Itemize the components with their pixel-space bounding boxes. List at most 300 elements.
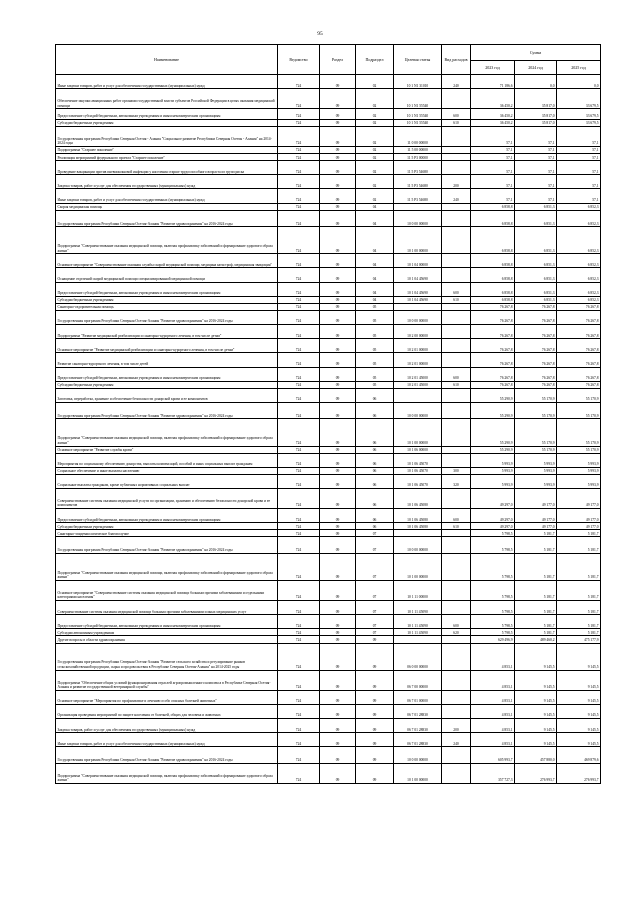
cell-a: 357 727,3 <box>471 763 515 783</box>
cell-p: 02 <box>356 146 394 153</box>
cell-b: 35 817,0 <box>515 109 557 120</box>
cell-a: 5 993,9 <box>471 467 515 474</box>
cell-v: 724 <box>278 154 320 161</box>
cell-b: 0,0 <box>515 75 557 89</box>
table-row <box>56 325 601 339</box>
table-row <box>56 388 601 402</box>
cell-cs: 10 2 01 45000 <box>394 367 442 381</box>
cell-vr <box>442 419 471 446</box>
cell-c: 33 679,5 <box>557 89 601 109</box>
cell-cs <box>394 303 442 310</box>
cell-p: 04 <box>356 282 394 296</box>
table-row <box>56 733 601 747</box>
cell-vr: 200 <box>442 175 471 189</box>
cell-p: 04 <box>356 268 394 282</box>
cell-cs: 10 1 04 45690 <box>394 268 442 282</box>
cell-a: 76 267,8 <box>471 353 515 367</box>
cell-r: 09 <box>320 210 356 227</box>
cell-name: Организация проведения мероприятий по защите населения от болезней, общих для человека и животных <box>56 704 278 718</box>
cell-p: 05 <box>356 339 394 353</box>
cell-v: 724 <box>278 643 320 670</box>
cell-v: 724 <box>278 509 320 523</box>
cell-a: 71 186,6 <box>471 75 515 89</box>
cell-c: 5 181,7 <box>557 553 601 580</box>
cell-r: 09 <box>320 154 356 161</box>
cell-c: 57,1 <box>557 154 601 161</box>
cell-p: 07 <box>356 615 394 629</box>
cell-r: 09 <box>320 303 356 310</box>
cell-v: 724 <box>278 763 320 783</box>
cell-b: 76 267,8 <box>515 339 557 353</box>
cell-p: 09 <box>356 704 394 718</box>
cell-a: 76 267,8 <box>471 381 515 388</box>
cell-name: Совершенствование системы оказания медицинской услуги по организации, хранению и обеспечению безопасности донорской крови и ее компонентов <box>56 489 278 509</box>
cell-p: 05 <box>356 303 394 310</box>
cell-a: 6 858,8 <box>471 203 515 210</box>
cell-b: 5 181,7 <box>515 629 557 636</box>
cell-r: 09 <box>320 146 356 153</box>
table-row <box>56 446 601 453</box>
cell-vr: 610 <box>442 381 471 388</box>
cell-b: 9 145,5 <box>515 733 557 747</box>
cell-a: 57,1 <box>471 189 515 203</box>
table-row <box>56 489 601 509</box>
cell-r: 09 <box>320 629 356 636</box>
cell-cs: 10 1 00 00000 <box>394 553 442 580</box>
cell-vr <box>442 704 471 718</box>
cell-vr <box>442 643 471 670</box>
cell-v: 724 <box>278 353 320 367</box>
cell-b: 76 267,8 <box>515 367 557 381</box>
cell-vr <box>442 446 471 453</box>
cell-b: 276 993,7 <box>515 763 557 783</box>
cell-p: 05 <box>356 325 394 339</box>
cell-c: 5 181,7 <box>557 581 601 601</box>
cell-b: 57,1 <box>515 154 557 161</box>
cell-c: 76 267,8 <box>557 310 601 324</box>
table-row <box>56 553 601 580</box>
cell-a: 55 290,9 <box>471 388 515 402</box>
cell-name: Подпрограмма "Развитие медицинской реабилитации и санаторно-курортного лечения, в том числе детям" <box>56 325 278 339</box>
cell-r: 09 <box>320 89 356 109</box>
cell-cs: 10 1 04 00000 <box>394 254 442 268</box>
cell-c: 6 852,3 <box>557 227 601 254</box>
cell-v: 724 <box>278 601 320 615</box>
cell-c: 6 852,3 <box>557 254 601 268</box>
cell-r: 09 <box>320 636 356 643</box>
table-row <box>56 530 601 537</box>
cell-c: 49 177,0 <box>557 489 601 509</box>
cell-cs: 11 0 00 00000 <box>394 126 442 146</box>
cell-a: 57,1 <box>471 154 515 161</box>
cell-v: 724 <box>278 747 320 764</box>
table-row <box>56 75 601 89</box>
cell-b: 6 851,3 <box>515 203 557 210</box>
cell-r: 09 <box>320 268 356 282</box>
cell-v: 724 <box>278 75 320 89</box>
cell-c: 76 267,8 <box>557 367 601 381</box>
cell-name: Другие вопросы в области здравоохранения <box>56 636 278 643</box>
cell-v: 724 <box>278 367 320 381</box>
cell-c: 6 852,3 <box>557 268 601 282</box>
cell-name: Подпрограмма "Совершенствование оказания медицинской помощи, включая профилактику заболеваний и формирование здорового образа жизни" <box>56 763 278 783</box>
table-row <box>56 296 601 303</box>
cell-c: 57,1 <box>557 189 601 203</box>
cell-r: 09 <box>320 670 356 690</box>
cell-r: 09 <box>320 388 356 402</box>
cell-r: 09 <box>320 733 356 747</box>
cell-cs: 10 0 00 00000 <box>394 402 442 419</box>
cell-v: 724 <box>278 381 320 388</box>
cell-v: 724 <box>278 719 320 733</box>
cell-b: 457 880,0 <box>515 747 557 764</box>
cell-a: 57,1 <box>471 175 515 189</box>
cell-p: 09 <box>356 636 394 643</box>
cell-vr <box>442 268 471 282</box>
table-row <box>56 381 601 388</box>
cell-p: 02 <box>356 175 394 189</box>
table-row <box>56 453 601 467</box>
cell-p: 05 <box>356 310 394 324</box>
cell-a: 49 297,0 <box>471 489 515 509</box>
cell-cs: 10 1 11 45090 <box>394 629 442 636</box>
cell-r: 09 <box>320 119 356 126</box>
cell-p: 06 <box>356 419 394 446</box>
cell-name: Основное мероприятие "Совершенствование системы оказания медицинской помощи больным прочими заболеваниями и отдельными категориями населения" <box>56 581 278 601</box>
cell-r: 09 <box>320 690 356 704</box>
cell-cs: 06 7 01 28830 <box>394 704 442 718</box>
cell-vr: 620 <box>442 629 471 636</box>
cell-v: 724 <box>278 254 320 268</box>
cell-b: 5 181,7 <box>515 537 557 554</box>
cell-a: 6 858,8 <box>471 282 515 296</box>
cell-vr <box>442 89 471 109</box>
cell-v: 724 <box>278 629 320 636</box>
cell-c: 469 879,6 <box>557 747 601 764</box>
cell-a: 6 858,8 <box>471 268 515 282</box>
cell-c: 9 145,5 <box>557 690 601 704</box>
cell-v: 724 <box>278 615 320 629</box>
table-row <box>56 175 601 189</box>
cell-b: 76 267,8 <box>515 381 557 388</box>
cell-p: 05 <box>356 367 394 381</box>
cell-a: 6 858,8 <box>471 254 515 268</box>
cell-vr <box>442 453 471 467</box>
cell-name: Субсидии автономным учреждениям <box>56 629 278 636</box>
cell-b: 489 460,2 <box>515 636 557 643</box>
cell-name: Подпрограмма "Совершенствование оказания медицинской помощи, включая профилактику заболеваний и формирование здорового образа жизни" <box>56 553 278 580</box>
cell-v: 724 <box>278 453 320 467</box>
cell-r: 09 <box>320 553 356 580</box>
cell-cs: 11 5 P3 54680 <box>394 161 442 175</box>
cell-c: 76 267,8 <box>557 339 601 353</box>
cell-vr <box>442 601 471 615</box>
table-row <box>56 161 601 175</box>
table-row <box>56 109 601 120</box>
cell-c: 9 145,5 <box>557 643 601 670</box>
cell-r: 09 <box>320 175 356 189</box>
cell-vr <box>442 353 471 367</box>
cell-b: 6 851,3 <box>515 254 557 268</box>
cell-v: 724 <box>278 690 320 704</box>
cell-v: 724 <box>278 467 320 474</box>
cell-b: 5 181,7 <box>515 553 557 580</box>
cell-cs <box>394 636 442 643</box>
cell-c: 5 993,9 <box>557 453 601 467</box>
cell-c: 55 170,9 <box>557 446 601 453</box>
cell-r: 09 <box>320 704 356 718</box>
cell-v: 724 <box>278 175 320 189</box>
cell-r: 09 <box>320 453 356 467</box>
table-row <box>56 719 601 733</box>
cell-r: 09 <box>320 467 356 474</box>
header-year-2: 2024 год <box>515 61 557 75</box>
cell-cs: 10 1 00 00000 <box>394 419 442 446</box>
cell-c: 276 993,7 <box>557 763 601 783</box>
cell-v: 724 <box>278 388 320 402</box>
header-year-1: 2023 год <box>471 61 515 75</box>
cell-p: 02 <box>356 109 394 120</box>
cell-c: 5 181,7 <box>557 537 601 554</box>
table-row <box>56 581 601 601</box>
cell-p: 09 <box>356 670 394 690</box>
cell-p: 06 <box>356 474 394 488</box>
cell-vr: 240 <box>442 733 471 747</box>
table-row <box>56 523 601 530</box>
cell-c: 76 267,8 <box>557 303 601 310</box>
cell-name: Субсидии бюджетным учреждениям <box>56 119 278 126</box>
cell-b: 5 181,7 <box>515 615 557 629</box>
cell-name: Иные закупки товаров, работ и услуг для обеспечения государственных (муниципальных) нужд <box>56 733 278 747</box>
cell-p: 07 <box>356 553 394 580</box>
cell-name: Подпрограмма "Обеспечение общих условий функционирования отраслей агропромышленного комплекса в Республике Северная Осетия-Алания и развитие государственной ветеринарной службы" <box>56 670 278 690</box>
cell-a: 55 290,9 <box>471 446 515 453</box>
cell-p: 07 <box>356 530 394 537</box>
cell-vr <box>442 126 471 146</box>
cell-cs: 06 0 00 00000 <box>394 643 442 670</box>
cell-a: 5 798,5 <box>471 629 515 636</box>
cell-c: 9 145,5 <box>557 733 601 747</box>
cell-v: 724 <box>278 339 320 353</box>
cell-b: 5 993,9 <box>515 453 557 467</box>
table-row <box>56 636 601 643</box>
cell-name: Предоставление субсидий бюджетным, автономным учреждениям и иным некоммерческим организациям <box>56 367 278 381</box>
page-number: 95 <box>317 31 323 37</box>
cell-r: 09 <box>320 296 356 303</box>
cell-c: 6 852,3 <box>557 282 601 296</box>
cell-v: 724 <box>278 402 320 419</box>
table-row <box>56 268 601 282</box>
cell-a: 76 267,8 <box>471 303 515 310</box>
cell-name: Предоставление субсидий бюджетным, автономным учреждениям и иным некоммерческим организациям <box>56 615 278 629</box>
cell-cs: 10 1 04 45690 <box>394 282 442 296</box>
cell-cs: 10 2 00 00000 <box>394 325 442 339</box>
cell-vr: 610 <box>442 296 471 303</box>
cell-c: 5 993,9 <box>557 474 601 488</box>
cell-name: Оснащение отделений скорой медицинской помощи специализированной медицинской помощи <box>56 268 278 282</box>
cell-vr <box>442 537 471 554</box>
cell-v: 724 <box>278 89 320 109</box>
cell-p: 09 <box>356 763 394 783</box>
cell-name: Совершенствование системы оказания медицинской помощи больным прочими заболеваниями и иных медицинских услуг <box>56 601 278 615</box>
cell-a: 6 858,8 <box>471 227 515 254</box>
cell-cs <box>394 203 442 210</box>
cell-b: 35 817,0 <box>515 89 557 109</box>
cell-cs: 06 7 01 28830 <box>394 733 442 747</box>
cell-a: 4 853,1 <box>471 733 515 747</box>
cell-v: 724 <box>278 161 320 175</box>
cell-v: 724 <box>278 537 320 554</box>
cell-name: Субсидии бюджетным учреждениям <box>56 381 278 388</box>
cell-r: 09 <box>320 367 356 381</box>
cell-cs <box>394 530 442 537</box>
cell-vr: 600 <box>442 509 471 523</box>
table-row <box>56 643 601 670</box>
table-row <box>56 146 601 153</box>
table-row <box>56 704 601 718</box>
cell-p: 04 <box>356 227 394 254</box>
cell-r: 09 <box>320 402 356 419</box>
cell-c: 76 267,8 <box>557 353 601 367</box>
cell-c: 76 267,8 <box>557 381 601 388</box>
table-row <box>56 747 601 764</box>
cell-v: 724 <box>278 189 320 203</box>
cell-b: 57,1 <box>515 161 557 175</box>
cell-p: 06 <box>356 446 394 453</box>
cell-c: 57,1 <box>557 126 601 146</box>
cell-b: 76 267,8 <box>515 353 557 367</box>
cell-p: 04 <box>356 210 394 227</box>
cell-r: 09 <box>320 109 356 120</box>
cell-b: 49 177,0 <box>515 489 557 509</box>
cell-cs: 10 1 06 45070 <box>394 453 442 467</box>
cell-r: 09 <box>320 126 356 146</box>
header-section: Раздел <box>320 45 356 75</box>
table-row <box>56 601 601 615</box>
cell-name: Реализация мероприятий федерального проекта "Старшее поколение" <box>56 154 278 161</box>
cell-cs: 10 1 06 00000 <box>394 446 442 453</box>
cell-b: 5 181,7 <box>515 530 557 537</box>
cell-r: 09 <box>320 381 356 388</box>
cell-b: 9 145,5 <box>515 670 557 690</box>
cell-a: 57,1 <box>471 161 515 175</box>
cell-v: 724 <box>278 310 320 324</box>
cell-cs: 10 0 00 00000 <box>394 310 442 324</box>
header-target-article: Целевая статья <box>394 45 442 75</box>
cell-name: Основное мероприятие "Развитие медицинской реабилитации и санаторно-курортного лечения, в том числе детям" <box>56 339 278 353</box>
cell-a: 4 853,1 <box>471 704 515 718</box>
cell-v: 724 <box>278 489 320 509</box>
cell-name: Санаторно-оздоровительная помощь <box>56 303 278 310</box>
cell-vr <box>442 553 471 580</box>
cell-vr <box>442 303 471 310</box>
cell-v: 724 <box>278 523 320 530</box>
cell-v: 724 <box>278 325 320 339</box>
table-row <box>56 467 601 474</box>
cell-name: Подпрограмма "Старшее поколение" <box>56 146 278 153</box>
cell-p: 02 <box>356 75 394 89</box>
cell-a: 5 798,5 <box>471 530 515 537</box>
cell-b: 76 267,8 <box>515 310 557 324</box>
cell-v: 724 <box>278 146 320 153</box>
cell-r: 09 <box>320 747 356 764</box>
cell-c: 5 181,7 <box>557 601 601 615</box>
cell-p: 02 <box>356 161 394 175</box>
table-row <box>56 367 601 381</box>
cell-p: 02 <box>356 154 394 161</box>
cell-p: 09 <box>356 719 394 733</box>
cell-name: Закупка товаров, работ и услуг для обеспечения государственных (муниципальных) нужд <box>56 719 278 733</box>
cell-c: 55 170,9 <box>557 388 601 402</box>
cell-a: 5 993,9 <box>471 453 515 467</box>
table-row <box>56 210 601 227</box>
cell-vr: 600 <box>442 615 471 629</box>
cell-cs: 10 1 00 00000 <box>394 763 442 783</box>
cell-name: Проведение вакцинации против пневмококковой инфекции у населения старше трудоспособного возраста из групп риска <box>56 161 278 175</box>
cell-name: Подпрограмма "Совершенствование оказания медицинской помощи, включая профилактику заболеваний и формирование здорового образа жизни" <box>56 227 278 254</box>
cell-b: 5 181,7 <box>515 581 557 601</box>
table-row <box>56 310 601 324</box>
cell-cs: 10 2 01 00000 <box>394 353 442 367</box>
cell-v: 724 <box>278 126 320 146</box>
cell-name: Скорая медицинская помощь <box>56 203 278 210</box>
cell-vr <box>442 210 471 227</box>
cell-a: 5 798,5 <box>471 553 515 580</box>
cell-c: 9 145,5 <box>557 719 601 733</box>
cell-c: 5 181,7 <box>557 629 601 636</box>
table-row <box>56 254 601 268</box>
cell-p: 02 <box>356 126 394 146</box>
cell-a: 4 853,1 <box>471 643 515 670</box>
cell-r: 09 <box>320 719 356 733</box>
cell-p: 02 <box>356 119 394 126</box>
cell-r: 09 <box>320 282 356 296</box>
cell-c: 76 267,8 <box>557 325 601 339</box>
cell-cs: 10 2 01 00000 <box>394 339 442 353</box>
cell-vr <box>442 254 471 268</box>
table-row <box>56 339 601 353</box>
cell-name: Субсидии бюджетным учреждениям <box>56 296 278 303</box>
cell-vr <box>442 325 471 339</box>
cell-cs: 10 0 00 00000 <box>394 747 442 764</box>
cell-cs: 10 1 11 00000 <box>394 581 442 601</box>
cell-b: 76 267,8 <box>515 303 557 310</box>
cell-v: 724 <box>278 670 320 690</box>
cell-a: 5 798,5 <box>471 537 515 554</box>
cell-p: 06 <box>356 467 394 474</box>
cell-name: Государственная программа Республики Северная Осетия-Алания "Развитие здравоохранения" на 2016-2024 годы <box>56 210 278 227</box>
cell-cs: 10 1 11 45090 <box>394 615 442 629</box>
cell-p: 07 <box>356 601 394 615</box>
cell-name: Иные закупки товаров, работ и услуг для обеспечения государственных (муниципальных) нужд <box>56 189 278 203</box>
cell-c: 5 181,7 <box>557 530 601 537</box>
header-sum: Сумма <box>471 45 601 61</box>
cell-a: 57,1 <box>471 146 515 153</box>
cell-b: 49 177,0 <box>515 509 557 523</box>
table-row <box>56 402 601 419</box>
cell-r: 09 <box>320 419 356 446</box>
cell-cs: 11 5 P3 54680 <box>394 189 442 203</box>
cell-cs: 11 5 00 00000 <box>394 146 442 153</box>
table-row <box>56 303 601 310</box>
cell-name: Основное мероприятие "Совершенствование оказания службы скорой медицинской помощи, медицина катастроф, медицинская эвакуация" <box>56 254 278 268</box>
cell-r: 09 <box>320 489 356 509</box>
cell-b: 76 267,8 <box>515 325 557 339</box>
cell-p: 06 <box>356 489 394 509</box>
cell-name: Мероприятия по социальному обеспечению донорства, выплаты компенсаций, пособий и иных социальных выплат гражданам <box>56 453 278 467</box>
cell-cs: 06 7 00 00000 <box>394 670 442 690</box>
cell-name: Санитарно-эпидемиологическое благополучие <box>56 530 278 537</box>
